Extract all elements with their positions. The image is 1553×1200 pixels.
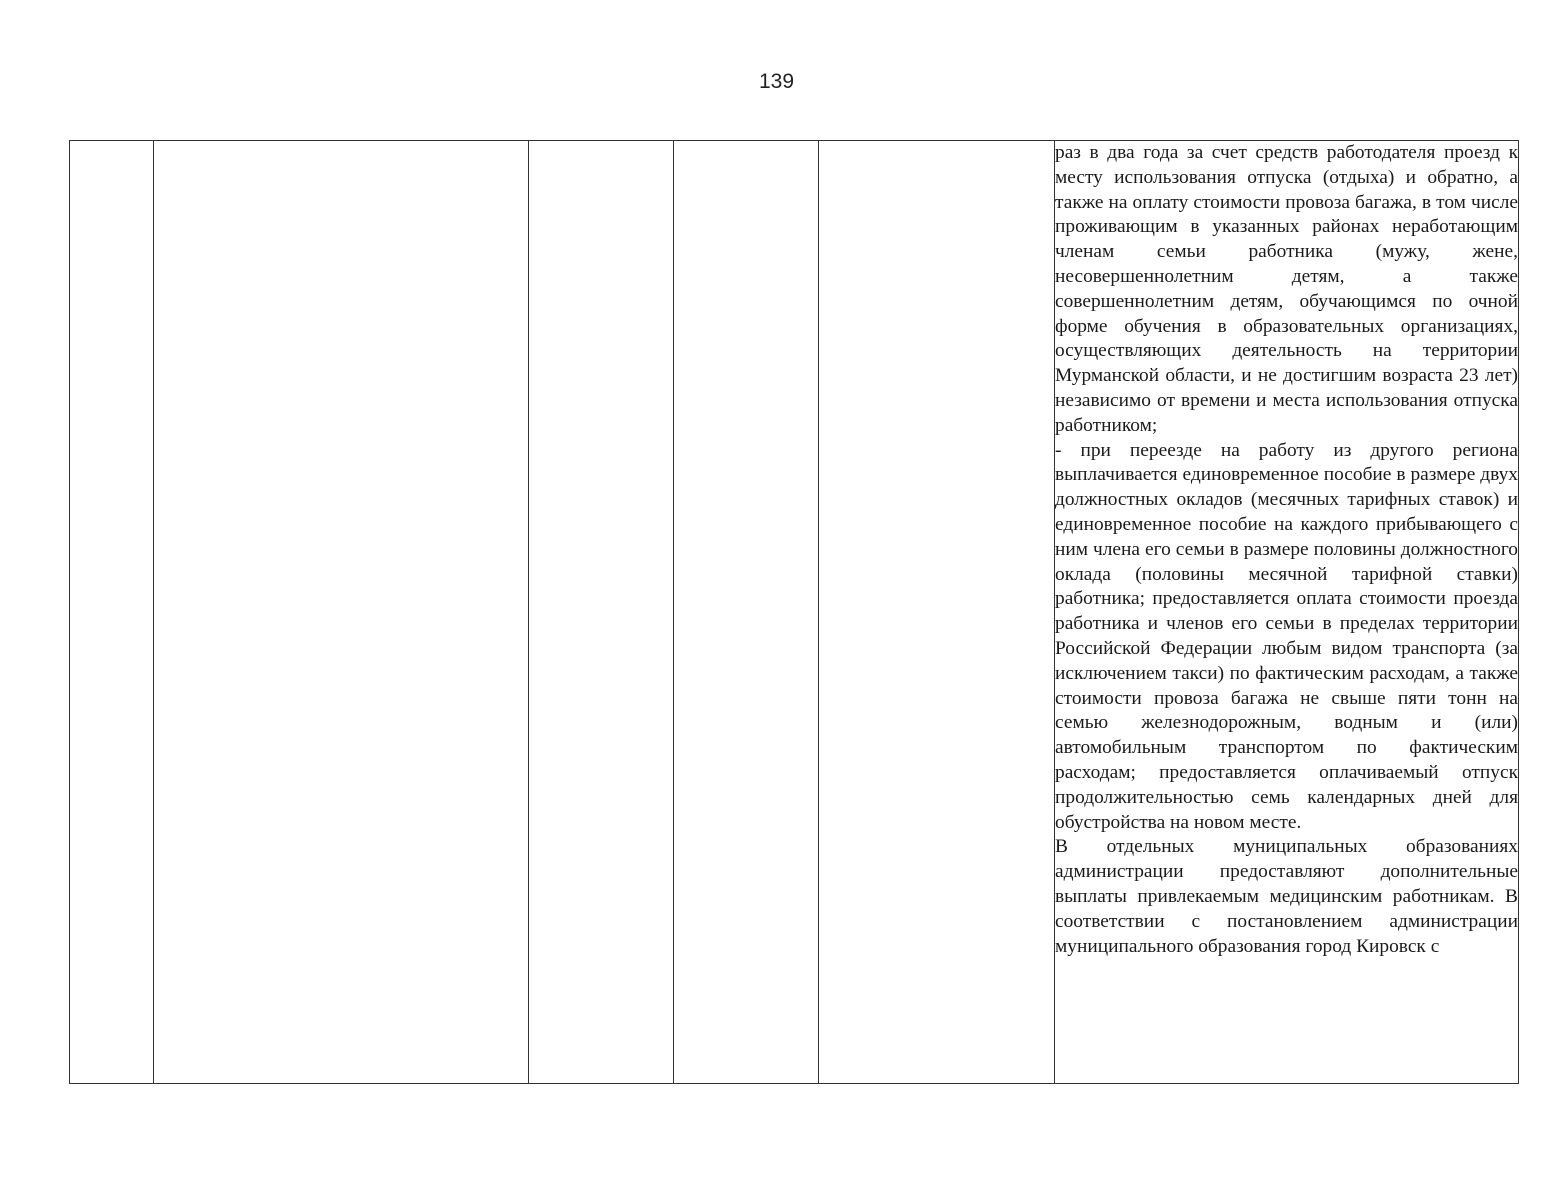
table-cell-description (1055, 141, 1519, 1084)
paragraph-municipal-payments: В отдельных муниципальных образованиях администрации предоставляют дополнительные выплаты привлекаемым медицинским работникам. В соответствии с постановлением администрации муниципального образования город Кировск с (1055, 836, 1518, 957)
paragraph-travel-compensation: раз в два года за счет средств работодателя проезд к месту использования отпуска (отдыха) и обратно, а также на оплату стоимости провоза багажа, в том числе проживающим в указанных районах неработающим членам семьи работника (мужу, жене, несовершеннолетним детям, а также совершеннолетним детям, обучающимся по очной форме обучения в образовательных организациях, осуществляющих деятельность на территории Мурманской области, и не достигшим возраста 23 лет) независимо от времени и места использования отпуска работником; (1055, 142, 1518, 436)
table-cell-number (70, 141, 154, 1084)
table-cell-col3 (529, 141, 674, 1084)
document-table (69, 140, 1519, 1084)
table-cell-name (154, 141, 529, 1084)
table-cell-col5 (819, 141, 1055, 1084)
table-row (70, 141, 1519, 1084)
paragraph-relocation-allowance: - при переезде на работу из другого региона выплачивается единовременное пособие в размере двух должностных окладов (месячных тарифных ставок) и единовременное пособие на каждого прибывающего с ним члена его семьи в размере половины должностного оклада (половины месячной тарифной ставки) работника; предоставляется оплата стоимости проезда работника и членов его семьи в пределах территории Российской Федерации любым видом транспорта (за исключением такси) по фактическим расходам, а также стоимости провоза багажа не свыше пяти тонн на семью железнодорожным, водным и (или) автомобильным транспортом по фактическим расходам; предоставляется оплачиваемый отпуск продолжительностью семь календарных дней для обустройства на новом месте. (1055, 439, 1518, 833)
page-number: 139 (758, 70, 795, 93)
table-cell-col4 (674, 141, 819, 1084)
